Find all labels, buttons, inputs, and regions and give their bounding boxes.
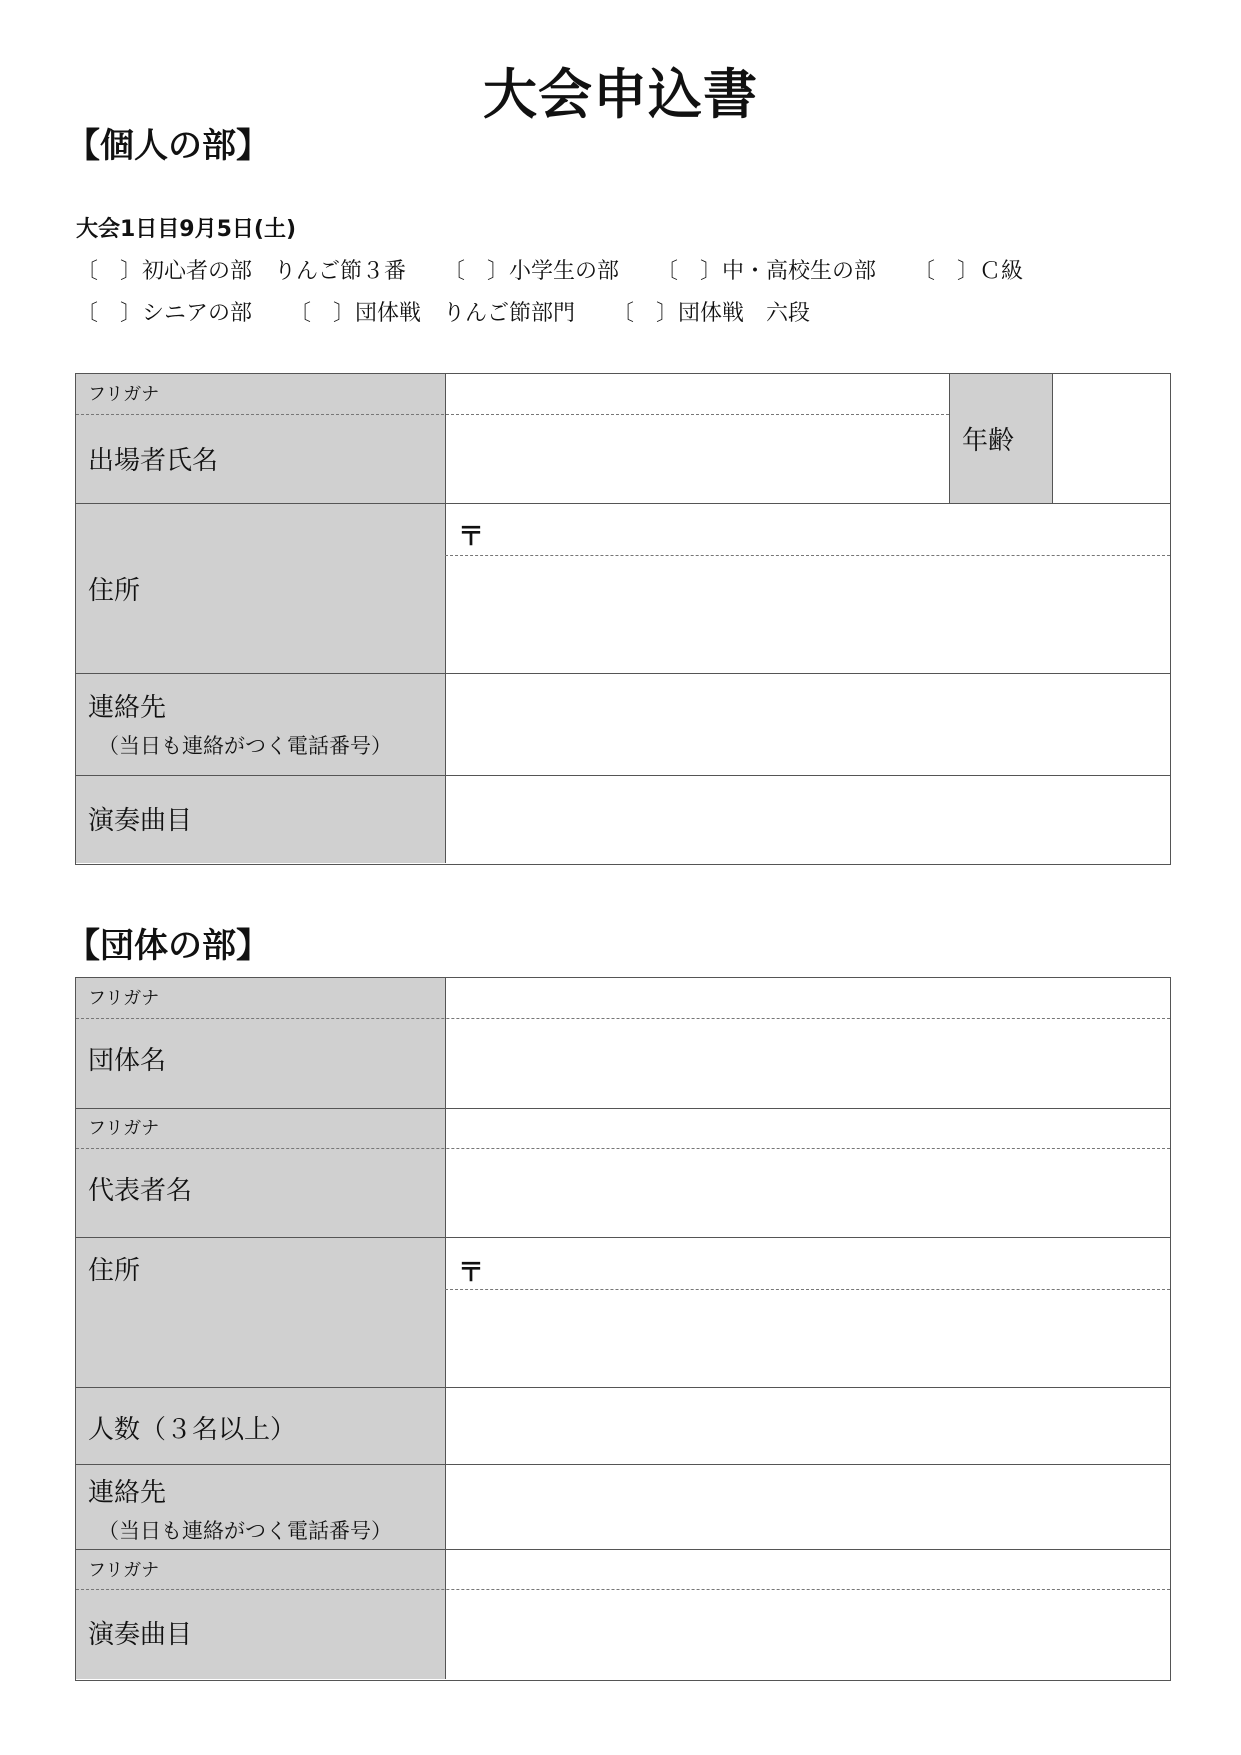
group-furigana-label: フリガナ	[88, 988, 160, 1009]
postal-code-input[interactable]	[446, 504, 1170, 555]
contact-note: （当日も連絡がつく電話番号）	[98, 734, 392, 758]
representative-label: 代表者名	[88, 1176, 193, 1206]
song-input[interactable]	[446, 776, 1170, 863]
song-furigana-input[interactable]	[446, 1550, 1170, 1589]
rep-furigana-label: フリガナ	[88, 1118, 160, 1139]
rep-furigana-input[interactable]	[446, 1109, 1170, 1148]
group-form-table	[75, 977, 1171, 1681]
group-address-label: 住所	[88, 1256, 141, 1286]
group-song-label: 演奏曲目	[88, 1620, 193, 1650]
group-contact-label: 連絡先	[88, 1478, 167, 1508]
option-beginner[interactable]: 〔 〕初心者の部 りんご節３番	[76, 259, 407, 284]
age-label: 年齢	[962, 426, 1015, 456]
page-title: 大会申込書	[483, 63, 758, 126]
individual-section-heading: 【個人の部】	[66, 126, 270, 166]
option-junior-high[interactable]: 〔 〕中・高校生の部	[656, 259, 877, 284]
representative-input[interactable]	[446, 1149, 1170, 1237]
furigana-input[interactable]	[446, 374, 949, 414]
options-row-1	[76, 254, 1023, 285]
group-section-heading: 【団体の部】	[66, 926, 270, 966]
address-label: 住所	[88, 576, 141, 606]
group-postal-mark: 〒	[458, 1258, 485, 1288]
group-song-input[interactable]	[446, 1590, 1170, 1679]
contact-input[interactable]	[446, 674, 1170, 775]
option-team-rokudan[interactable]: 〔 〕団体戦 六段	[612, 301, 811, 326]
address-input[interactable]	[446, 556, 1170, 673]
option-senior[interactable]: 〔 〕シニアの部	[76, 301, 253, 326]
group-contact-input[interactable]	[446, 1465, 1170, 1549]
group-address-input[interactable]	[446, 1290, 1170, 1387]
group-name-input[interactable]	[446, 1019, 1170, 1108]
option-c-class[interactable]: 〔 〕Ｃ級	[913, 259, 1024, 284]
participant-name-label: 出場者氏名	[88, 446, 219, 476]
date-line: 大会1日目9月5日(土)	[76, 217, 297, 242]
members-input[interactable]	[446, 1388, 1170, 1464]
participant-name-input[interactable]	[446, 415, 949, 503]
furigana-label: フリガナ	[88, 384, 160, 405]
options-row-2	[76, 296, 810, 327]
group-postal-code-input[interactable]	[446, 1238, 1170, 1289]
song-label: 演奏曲目	[88, 806, 193, 836]
option-elementary[interactable]: 〔 〕小学生の部	[443, 259, 620, 284]
group-furigana-input[interactable]	[446, 978, 1170, 1018]
postal-mark: 〒	[458, 522, 485, 552]
members-label: 人数（３名以上）	[88, 1415, 297, 1445]
option-team-ringo[interactable]: 〔 〕団体戦 りんご節部門	[289, 301, 576, 326]
group-name-label: 団体名	[88, 1046, 167, 1076]
age-input[interactable]	[1053, 374, 1170, 503]
individual-form-table	[75, 373, 1171, 865]
song-furigana-label: フリガナ	[88, 1560, 160, 1581]
contact-label: 連絡先	[88, 693, 167, 723]
group-contact-note: （当日も連絡がつく電話番号）	[98, 1519, 392, 1543]
